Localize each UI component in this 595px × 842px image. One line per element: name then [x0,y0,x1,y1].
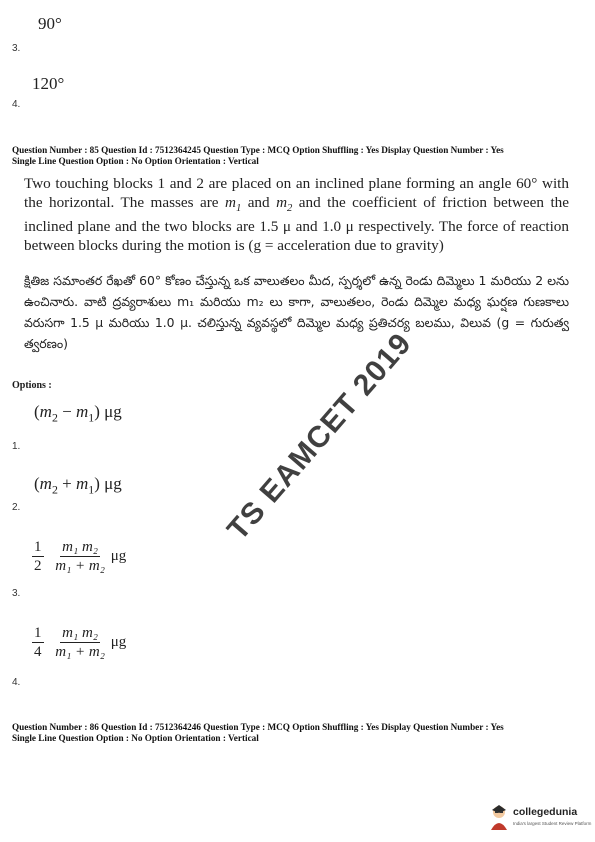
q85-option-4-number: 4. [12,677,21,688]
q85-english-text [24,175,569,255]
prev-option-3-number: 3. [12,43,21,54]
q86-header-line1: Question Number : 86 Question Id : 7512364246 Question Type : MCQ Option Shuffling : Yes Display Question Number : Yes [12,722,504,732]
q85-option-2-number: 2. [12,502,21,513]
q85-mass-m1: $m_1$ [224,193,242,214]
q85-telugu-text: క్షితిజ సమాంతర రేఖతో 60° కోణం చేస్తున్న ఒక వాలుతలం మీద, స్పర్శలో ఉన్న రెండు దిమ్మెలు 1 మరియు 2 లను ఉంచినారు. వాటి ద్రవ్యరాశులు m₁ మరియు m₂ లు కాగా, వాలుతలం, రెండు దిమ్మెల మధ్య ఘర్షణ గుణకాలు వరుసగా 1.5 μ మరియు 1.0 μ. చలిస్తున్న వ్యవస్థలో దిమ్మెల మధ్య ప్రతిచర్య బలము, విలువ (g = గురుత్వ త్వరణం) [24,273,569,351]
q85-header-line1: Question Number : 85 Question Id : 7512364245 Question Type : MCQ Option Shuffling : Yes Display Question Number : Yes [12,145,504,155]
q85-text-and: and [241,193,277,211]
q85-header-line2: Single Line Question Option : No Option Orientation : Vertical [12,156,259,166]
collegedunia-logo [488,800,592,834]
q85-option-3[interactable]: $\frac{1}{2}$ $\frac{\text{m₁ m₂}}{\text{m₁ + m₂}}$ μg [34,539,127,574]
q85-option-3-coef: $\frac{1}{2}$ [34,539,42,574]
prev-option-3-value: 90° [38,14,62,33]
options-label: Options : [12,380,52,391]
q85-option-2[interactable]: $(m_2 + m_1)$ μg [34,474,122,497]
q85-option-4[interactable]: $\frac{1}{4}$ $\frac{\text{m₁ m₂}}{\text{m₁ + m₂}}$ μg [34,625,127,660]
prev-option-4-value: 120° [32,74,65,93]
q85-mass-m2: $m_2$ [276,193,293,214]
q86-header-line2: Single Line Question Option : No Option Orientation : Vertical [12,733,259,743]
q85-text-part1: Two touching blocks 1 and 2 are placed on an inclined plane forming an angle 60° with the horizontal. The masses are [24,175,569,211]
q85-option-1[interactable]: $(m_2 - m_1)$ μg [34,402,122,425]
q85-option-1-number: 1. [12,441,21,452]
q85-option-3-fraction: $\frac{\text{m₁ m₂}}{\text{m₁ + m₂}}$ [55,539,105,574]
logo-name: collegedunia [513,806,578,818]
q85-option-4-coef: $\frac{1}{4}$ [34,625,42,660]
q85-option-3-number: 3. [12,588,21,599]
student-avatar-icon [488,802,510,832]
q85-text-part2: and the coefficient of friction between the inclined plane and the two blocks are 1.5 μ and 1.0 μ respectively. The force of reaction between blocks during the motion is (g = acceleration due to gravity) [24,193,569,254]
watermark: TS EAMCET 2019 [221,326,419,547]
q85-option-4-fraction: $\frac{\text{m₁ m₂}}{\text{m₁ + m₂}}$ [55,625,105,660]
prev-option-4-number: 4. [12,99,21,110]
q85-header [12,145,582,167]
logo-tagline: India's largest Student Review Platform [513,821,592,826]
q86-header [12,722,582,744]
